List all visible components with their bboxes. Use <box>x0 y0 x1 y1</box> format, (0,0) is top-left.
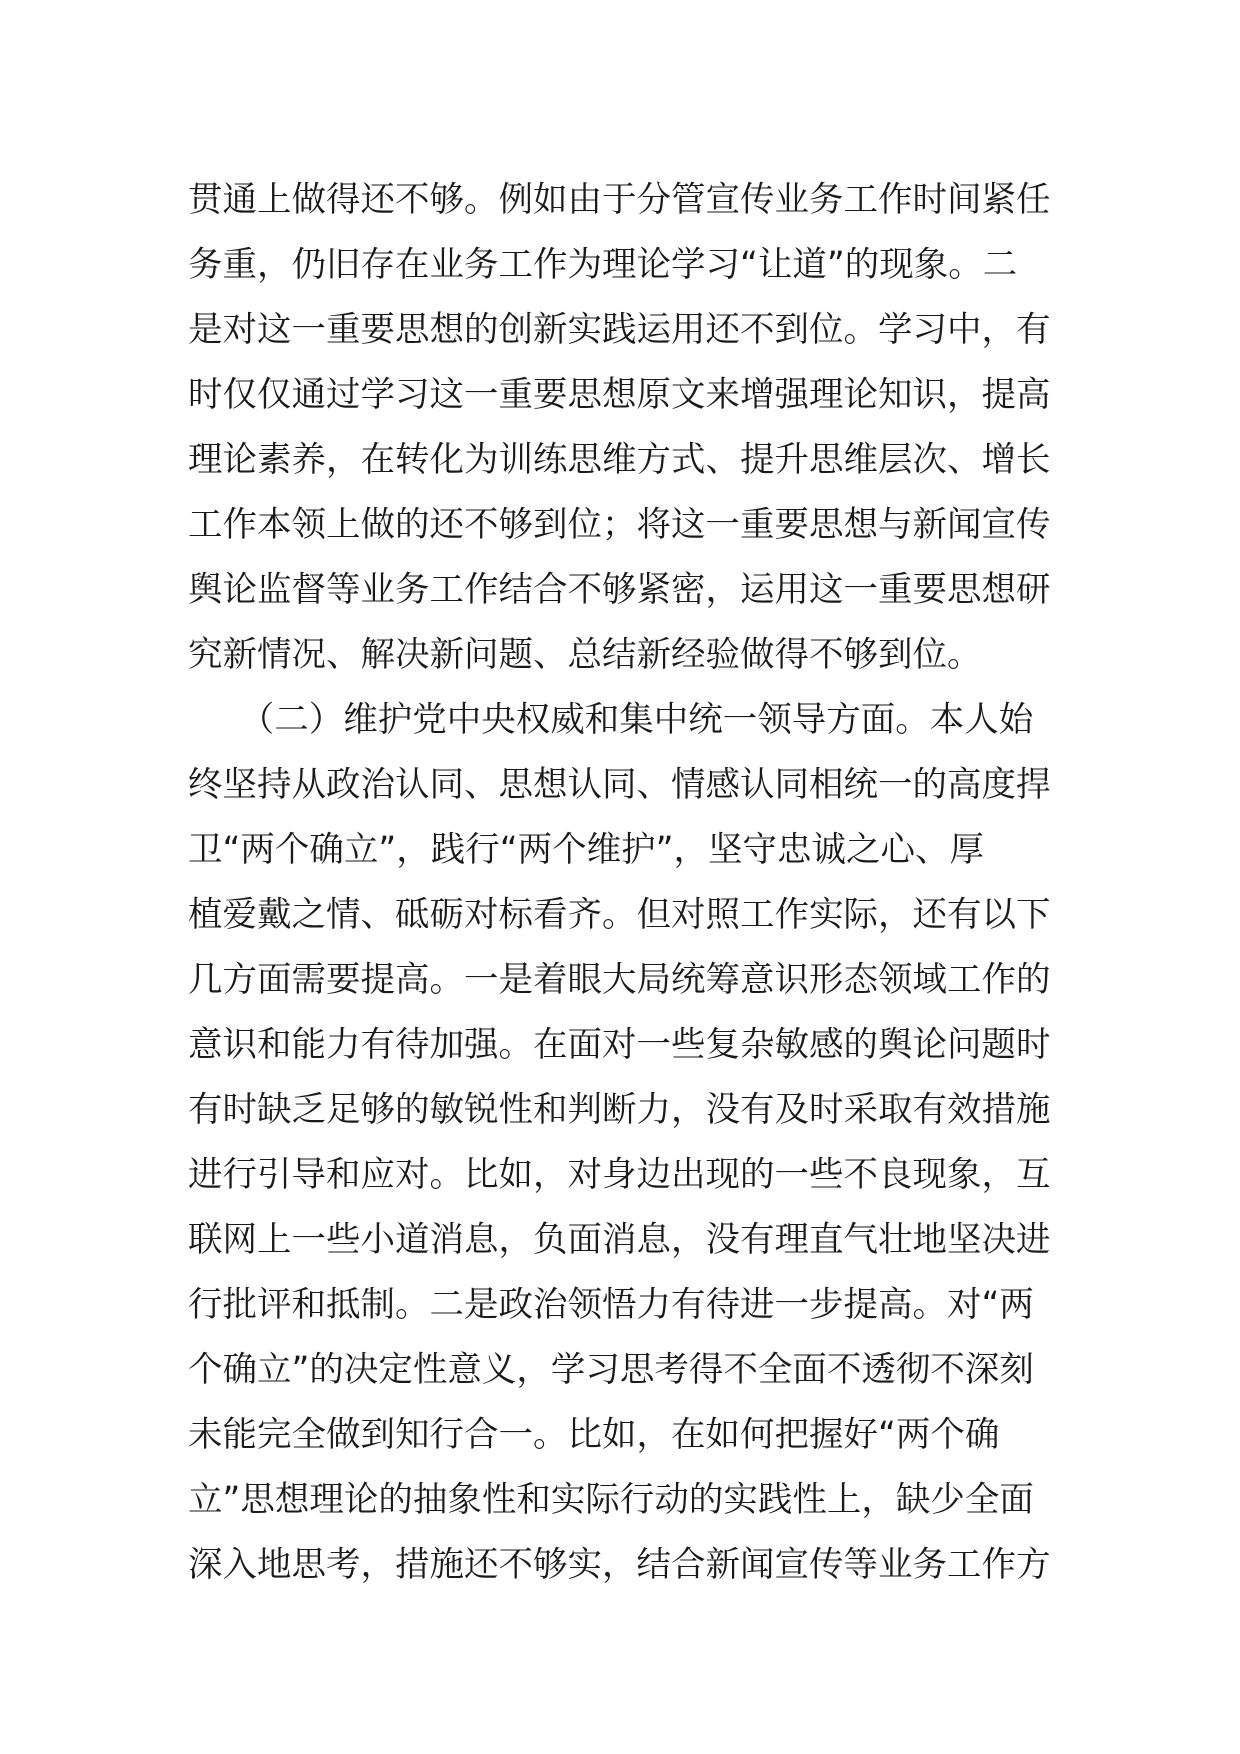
text-line: 有时缺乏足够的敏锐性和判断力，没有及时采取有效措施 <box>188 1090 1051 1130</box>
text-line: 深入地思考，措施还不够实，结合新闻宣传等业务工作方 <box>188 1545 1051 1585</box>
text-line: （二）维护党中央权威和集中统一领导方面。本人始 <box>188 700 1034 740</box>
text-line: 终坚持从政治认同、思想认同、情感认同相统一的高度捍 <box>188 765 1051 805</box>
text-line: 进行引导和应对。比如，对身边出现的一些不良现象，互 <box>188 1155 1051 1195</box>
text-line: 立”思想理论的抽象性和实际行动的实践性上，缺少全面 <box>188 1480 1034 1520</box>
text-line: 几方面需要提高。一是着眼大局统筹意识形态领域工作的 <box>188 960 1051 1000</box>
text-line: 舆论监督等业务工作结合不够紧密，运用这一重要思想研 <box>188 570 1051 610</box>
text-line: 卫“两个确立”，践行“两个维护”，坚守忠诚之心、厚 <box>188 830 984 870</box>
text-line: 务重，仍旧存在业务工作为理论学习“让道”的现象。二 <box>188 245 1018 285</box>
text-line: 个确立”的决定性意义，学习思考得不全面不透彻不深刻 <box>188 1350 1034 1390</box>
text-line: 行批评和抵制。二是政治领悟力有待进一步提高。对“两 <box>188 1285 1034 1325</box>
text-line: 工作本领上做的还不够到位；将这一重要思想与新闻宣传 <box>188 505 1051 545</box>
text-line: 究新情况、解决新问题、总结新经验做得不够到位。 <box>188 635 982 675</box>
text-line: 贯通上做得还不够。例如由于分管宣传业务工作时间紧任 <box>188 180 1051 220</box>
text-line: 意识和能力有待加强。在面对一些复杂敏感的舆论问题时 <box>188 1025 1051 1065</box>
text-line: 未能完全做到知行合一。比如，在如何把握好“两个确 <box>188 1415 1000 1455</box>
text-line: 联网上一些小道消息，负面消息，没有理直气壮地坚决进 <box>188 1220 1051 1260</box>
text-line: 理论素养，在转化为训练思维方式、提升思维层次、增长 <box>188 440 1051 480</box>
document-body <box>188 168 1058 1598</box>
text-line: 植爱戴之情、砥砺对标看齐。但对照工作实际，还有以下 <box>188 895 1051 935</box>
text-line: 时仅仅通过学习这一重要思想原文来增强理论知识，提高 <box>188 375 1051 415</box>
text-line: 是对这一重要思想的创新实践运用还不到位。学习中，有 <box>188 310 1051 350</box>
